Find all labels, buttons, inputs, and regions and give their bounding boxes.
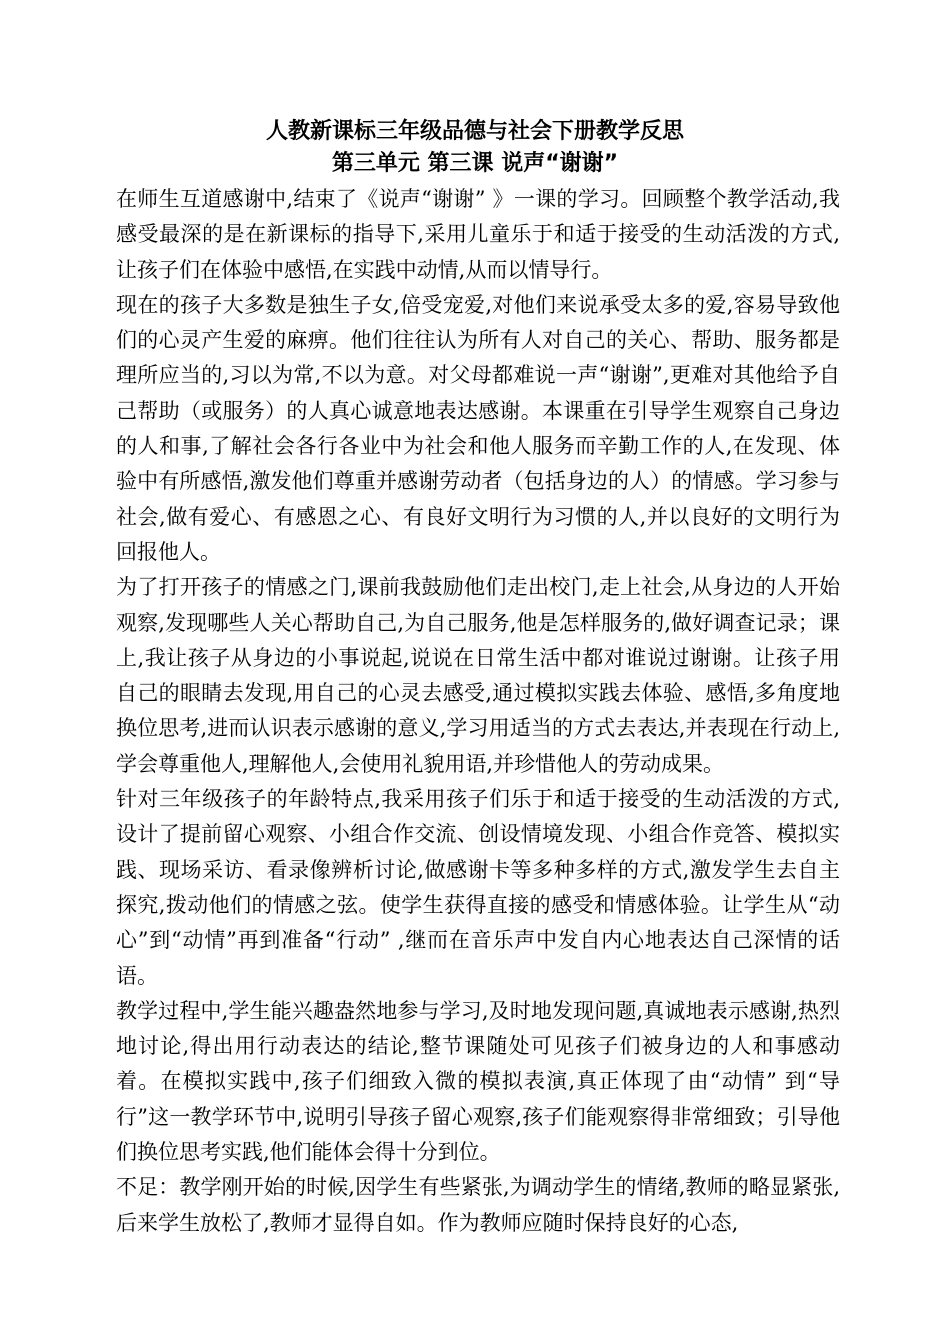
paragraph: 在师生互道感谢中,结束了《说声“谢谢” 》一课的学习。回顾整个教学活动,我感受最深的是在新课标的指导下,采用儿童乐于和适于接受的生动活泼的方式,让孩子们在体验中感悟,在实践中动情,从而以情导行。 <box>116 187 840 282</box>
title-block <box>0 116 950 180</box>
paragraph: 现在的孩子大多数是独生子女,倍受宠爱,对他们来说承受太多的爱,容易导致他们的心灵产生爱的麻痹。他们往往认为所有人对自己的关心、帮助、服务都是理所应当的,习以为常,不以为意。对父母都难说一声“谢谢”,更难对其他给予自己帮助（或服务）的人真心诚意地表达感谢。本课重在引导学生观察自己身边的人和事,了解社会各行各业中为社会和他人服务而辛勤工作的人,在发现、体验中有所感悟,激发他们尊重并感谢劳动者（包括身边的人）的情感。学习参与社会,做有爱心、有感恩之心、有良好文明行为习惯的人,并以良好的文明行为回报他人。 <box>116 292 840 564</box>
paragraph: 教学过程中,学生能兴趣盎然地参与学习,及时地发现问题,真诚地表示感谢,热烈地讨论,得出用行动表达的结论,整节课随处可见孩子们被身边的人和事感动着。在模拟实践中,孩子们细致入微的模拟表演,真正体现了由“动情” 到“导行”这一教学环节中,说明引导孩子留心观察,孩子们能观察得非常细致；引导他们换位思考实践,他们能体会得十分到位。 <box>116 998 840 1165</box>
document-title: 人教新课标三年级品德与社会下册教学反思 <box>265 119 684 144</box>
paragraph: 为了打开孩子的情感之门,课前我鼓励他们走出校门,走上社会,从身边的人开始观察,发现哪些人关心帮助自己,为自己服务,他是怎样服务的,做好调查记录；课上,我让孩子从身边的小事说起,说说在日常生活中都对谁说过谢谢。让孩子用自己的眼睛去发现,用自己的心灵去感受,通过模拟实践去体验、感悟,多角度地换位思考,进而认识表示感谢的意义,学习用适当的方式去表达,并表现在行动上,学会尊重他人,理解他人,会使用礼貌用语,并珍惜他人的劳动成果。 <box>116 575 840 776</box>
paragraph: 不足：教学刚开始的时候,因学生有些紧张,为调动学生的情绪,教师的略显紧张,后来学生放松了,教师才显得自如。作为教师应随时保持良好的心态, <box>116 1175 840 1235</box>
document-body <box>116 182 840 1241</box>
document-subtitle: 第三单元 第三课 说声“谢谢” <box>331 151 619 176</box>
paragraph: 针对三年级孩子的年龄特点,我采用孩子们乐于和适于接受的生动活泼的方式,设计了提前留心观察、小组合作交流、创设情境发现、小组合作竞答、模拟实践、现场采访、看录像辨析讨论,做感谢卡等多种多样的方式,激发学生去自主探究,拨动他们的情感之弦。使学生获得直接的感受和情感体验。让学生从“动心”到“动情”再到准备“行动” ,继而在音乐声中发自内心地表达自己深情的话语。 <box>116 787 840 988</box>
